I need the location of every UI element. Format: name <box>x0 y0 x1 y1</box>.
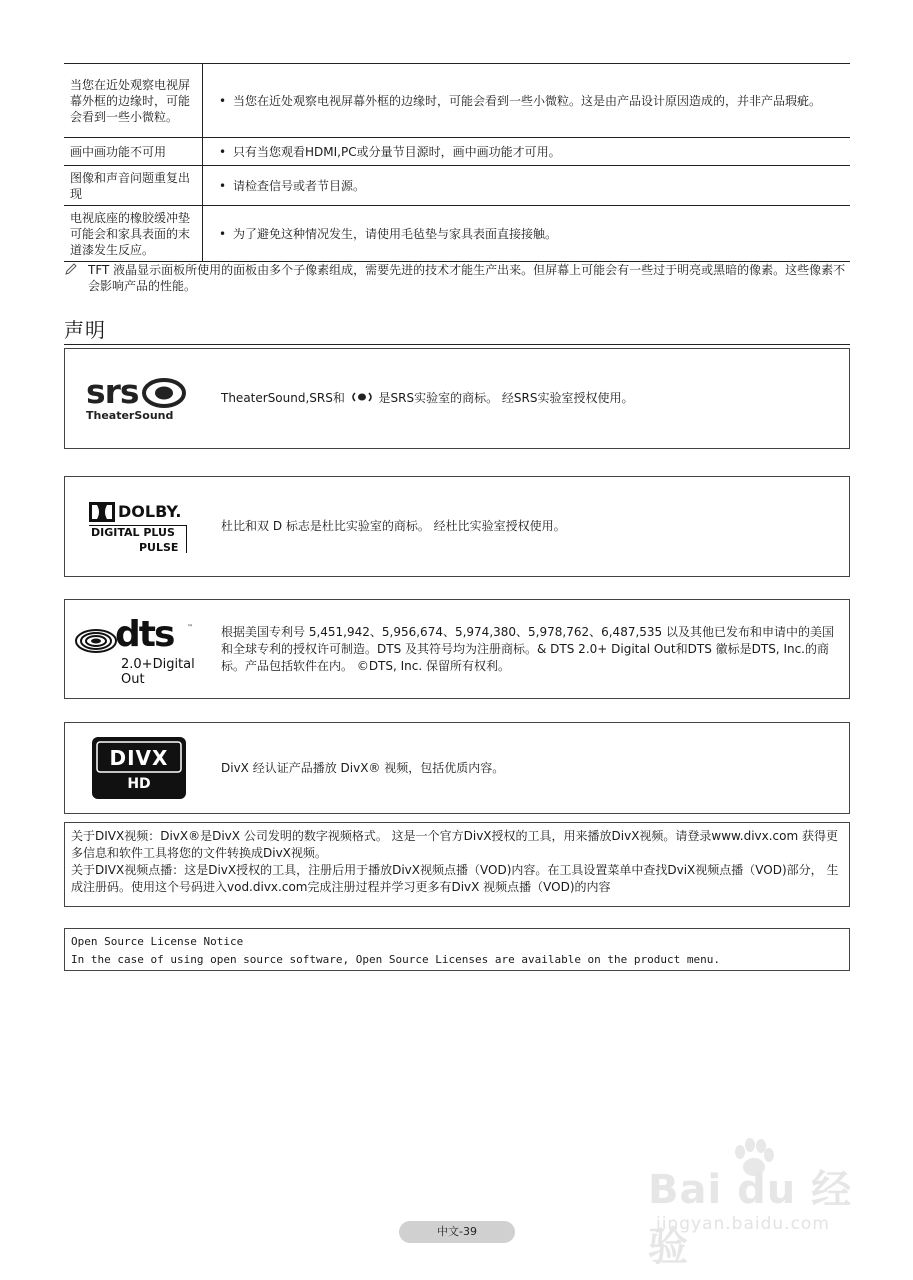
symptom-cell: 画中画功能不可用 <box>64 138 203 166</box>
symptom-cell: 电视底座的橡胶缓冲垫可能会和家具表面的末道漆发生反应。 <box>64 206 203 262</box>
troubleshooting-table <box>64 63 850 262</box>
table-row <box>64 206 850 262</box>
srs-symbol-icon <box>351 391 373 403</box>
watermark <box>648 1138 878 1270</box>
table-row <box>64 138 850 166</box>
dolby-text: 杜比和双 D 标志是杜比实验室的商标。 经杜比实验室授权使用。 <box>221 519 566 533</box>
srs-logo <box>65 349 213 448</box>
table-row <box>64 64 850 138</box>
dolby-logo-bot: PULSE <box>139 540 179 554</box>
section-heading <box>64 316 850 345</box>
divx-info-box <box>64 822 850 907</box>
divx-info-line: 关于DIVX视频点播：这是DivX授权的工具，注册后用于播放DivX视频点播（VOD)内容。在工具设置菜单中查找DviX视频点播（VOD)部分， 生成注册码。使用这个号码进入vod.divx.com完成注册过程并学习更多有DivX 视频点播（VOD)的内容 <box>71 863 839 894</box>
divx-notice-box <box>64 722 850 814</box>
open-source-title: Open Source License Notice <box>71 935 244 948</box>
open-source-box <box>64 928 850 971</box>
dolby-double-d-icon <box>89 502 115 522</box>
dolby-logo-mid: DIGITAL PLUS <box>91 525 175 539</box>
pencil-note-icon <box>64 262 80 280</box>
srs-notice-box <box>64 348 850 449</box>
divx-logo-word: DIVX <box>109 746 169 770</box>
divx-text: DivX 经认证产品播放 DivX® 视频，包括优质内容。 <box>221 761 505 775</box>
solution-cell: • 为了避免这种情况发生，请使用毛毡垫与家具表面直接接触。 <box>203 206 851 262</box>
dts-logo <box>65 600 213 698</box>
dts-logo-word: dts <box>115 614 174 655</box>
dts-notice-box <box>64 599 850 699</box>
solution-cell: • 请检查信号或者节目源。 <box>203 166 851 206</box>
dolby-notice-box <box>64 476 850 577</box>
srs-logo-word: srs <box>86 371 139 411</box>
table-row <box>64 166 850 206</box>
divx-info-line: 关于DIVX视频：DivX®是DivX 公司发明的数字视频格式。 这是一个官方DivX授权的工具，用来播放DivX视频。请登录www.divx.com 获得更多信息和软件工具将您的文件转换成DivX视频。 <box>71 829 838 860</box>
srs-text: TheaterSound,SRS和 是SRS实验室的商标。 经SRS实验室授权使用。 <box>221 391 634 405</box>
watermark-main: Bai du 经验 <box>648 1167 853 1270</box>
solution-cell: • 只有当您观看HDMI,PC或分量节目源时，画中画功能才可用。 <box>203 138 851 166</box>
divx-logo <box>65 723 213 813</box>
srs-logo-sub: TheaterSound <box>86 408 174 422</box>
dolby-logo-word: DOLBY. <box>118 502 182 521</box>
dts-text: 根据美国专利号 5,451,942、5,956,674、5,974,380、5,978,762、6,487,535 以及其他已发布和申请中的美国和全球专利的授权许可制造。DTS 及其符号均为注册商标。& DTS 2.0+ Digital Out和DTS 徽标是DTS, Inc.的商标。产品包括软件在内。 ©DTS, Inc. 保留所有权利。 <box>221 625 834 673</box>
page-number: 中文-39 <box>399 1221 515 1243</box>
symptom-cell: 当您在近处观察电视屏幕外框的边缘时，可能会看到一些小微粒。 <box>64 64 203 138</box>
dts-logo-tm: ™ <box>187 624 193 631</box>
note-text: TFT 液晶显示面板所使用的面板由多个子像素组成，需要先进的技术才能生产出来。但屏幕上可能会有一些过于明亮或黑暗的像素。这些像素不会影响产品的性能。 <box>88 263 846 293</box>
symptom-cell: 图像和声音问题重复出现 <box>64 166 203 206</box>
dts-rings-icon <box>75 628 117 654</box>
lcd-note <box>64 262 850 294</box>
dts-logo-sub: 2.0+Digital Out <box>121 657 195 687</box>
srs-circle-icon <box>142 377 188 409</box>
open-source-text: In the case of using open source software, Open Source Licenses are available on the product menu. <box>71 953 721 966</box>
page-title: 声明 <box>64 318 106 342</box>
divx-logo-sub: HD <box>127 776 151 792</box>
watermark-sub: jingyan.baidu.com <box>656 1214 830 1234</box>
solution-cell: • 当您在近处观察电视屏幕外框的边缘时，可能会看到一些小微粒。这是由产品设计原因造成的，并非产品瑕疵。 <box>203 64 851 138</box>
dolby-logo <box>65 477 213 576</box>
